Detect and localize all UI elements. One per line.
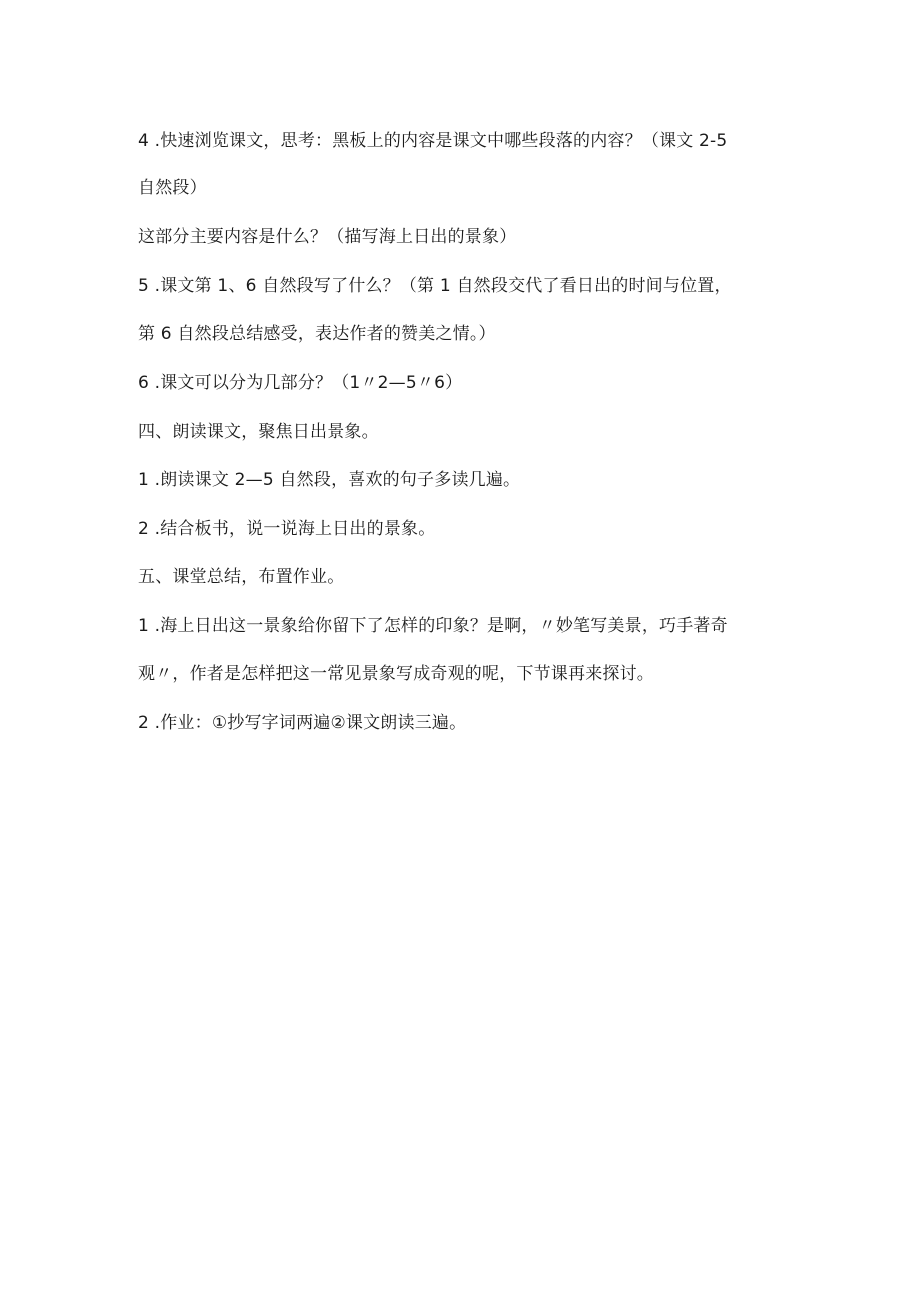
section-5-item-1-line-2: 观〃，作者是怎样把这一常见景象写成奇观的呢，下节课再来探讨。 xyxy=(138,664,654,684)
section-5-item-1-line-1: 1 .海上日出这一景象给你留下了怎样的印象？是啊，〃妙笔写美景，巧手著奇 xyxy=(138,616,728,636)
question-4-line-1: 4 .快速浏览课文，思考：黑板上的内容是课文中哪些段落的内容？（课文 2-5 xyxy=(138,131,728,151)
section-5-item-2: 2 .作业：①抄写字词两遍②课文朗读三遍。 xyxy=(138,713,467,733)
question-6: 6 .课文可以分为几部分？（1〃2—5〃6） xyxy=(138,373,463,393)
section-4-item-2: 2 .结合板书，说一说海上日出的景象。 xyxy=(138,519,436,539)
question-5-line-1: 5 .课文第 1、6 自然段写了什么？（第 1 自然段交代了看日出的时间与位置， xyxy=(138,276,732,296)
section-5-heading: 五、课堂总结，布置作业。 xyxy=(138,567,345,587)
question-4-line-2: 自然段） xyxy=(138,178,207,198)
section-4-heading: 四、朗读课文，聚焦日出景象。 xyxy=(138,422,379,442)
question-5-line-2: 第 6 自然段总结感受，表达作者的赞美之情。） xyxy=(138,324,496,344)
question-4-followup: 这部分主要内容是什么？（描写海上日出的景象） xyxy=(138,227,517,247)
section-4-item-1: 1 .朗读课文 2—5 自然段，喜欢的句子多读几遍。 xyxy=(138,470,521,490)
